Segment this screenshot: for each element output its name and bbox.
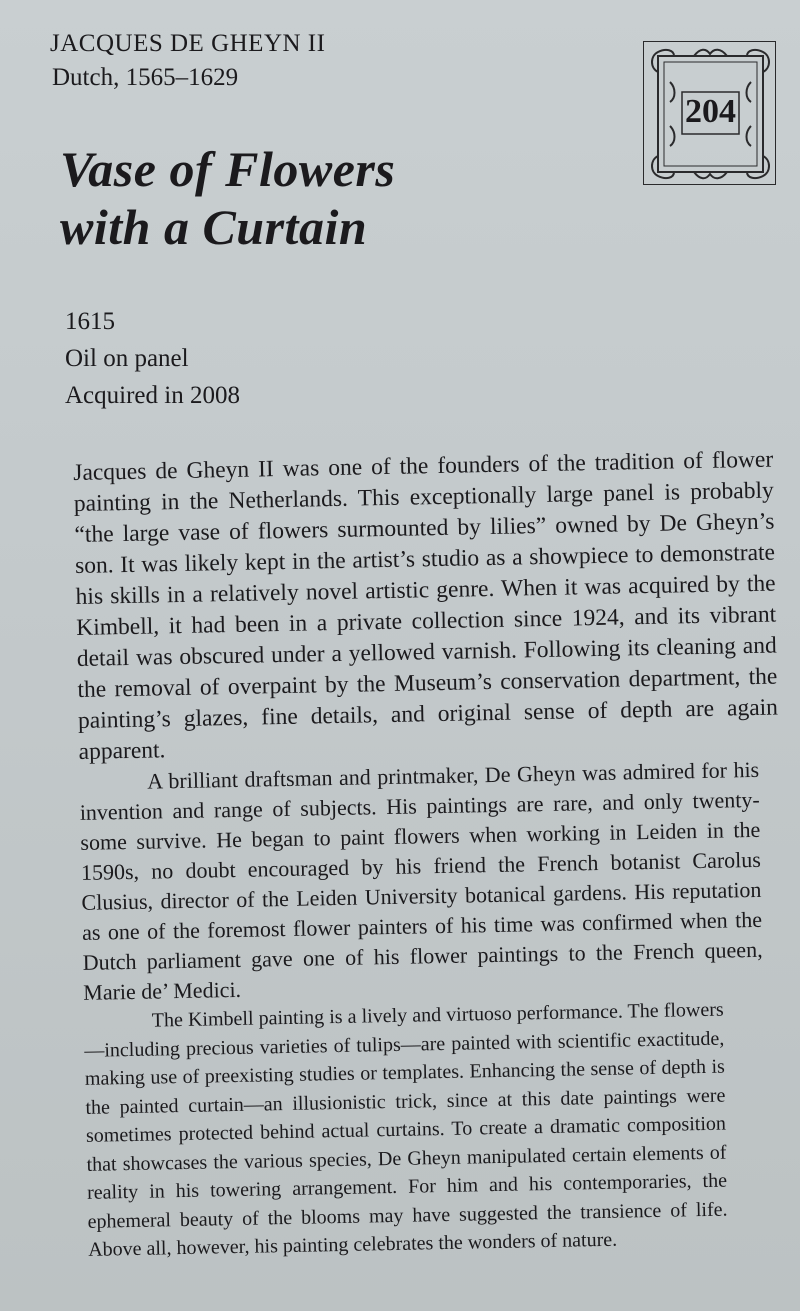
- artwork-title-line-1: Vase of Flowers: [60, 141, 396, 197]
- artwork-title-line-2: with a Curtain: [60, 199, 368, 255]
- description-text: [73, 445, 788, 1265]
- description-paragraph-2: A brilliant draftsman and printmaker, De Gheyn was admired for his invention and range of subjects. His paintings are rare, and only twenty-some survive. He began to paint flowers when working in Leiden in the 1590s, no doubt encouraged by his friend the French botanist Carolus Clusius, director of the Leiden University botanical gardens. His reputation as one of the foremost flower painters of his time was confirmed when the Dutch parliament gave one of his flower paintings to the French queen, Marie de’ Medici.: [79, 756, 763, 1005]
- gallery-number: 204: [685, 93, 736, 130]
- artist-nationality-dates: Dutch, 1565–1629: [52, 64, 239, 91]
- description-paragraph-3: The Kimbell painting is a lively and virtuoso performance. The flowers—including precious varieties of tulips—are painted with scientific exactitude, making use of preexisting studies or templates. Enhancing the sense of depth is the painted curtain—an illusionistic trick, since at this date paintings were sometimes protected behind actual curtains. To create a dramatic composition that showcases the various species, De Gheyn manipulated certain elements of reality in his towering arrangement. For him and his contemporaries, the ephemeral beauty of the blooms may have suggested the transience of life. Above all, however, his painting celebrates the wonders of nature.: [84, 998, 728, 1261]
- gallery-number-plaque: [643, 41, 776, 185]
- artwork-date: 1615: [65, 308, 115, 335]
- artwork-acquisition: Acquired in 2008: [65, 382, 240, 409]
- artwork-details: [65, 303, 240, 414]
- description-paragraph-1: Jacques de Gheyn II was one of the founders of the tradition of flower painting in the Netherlands. This exceptionally large panel is probably “the large vase of flowers surmounted by lilies” owned by De Gheyn’s son. It was likely kept in the artist’s studio as a showpiece to demonstrate his skills in a relatively novel artistic genre. When it was acquired by the Kimbell, it had been in a private collection since 1924, and its vibrant detail was obscured under a yellowed varnish. Following its cleaning and the removal of overpaint by the Museum’s conservation department, the painting’s glazes, fine details, and original sense of depth are again apparent.: [73, 446, 779, 765]
- artwork-medium: Oil on panel: [65, 345, 189, 372]
- artwork-title: [60, 140, 395, 256]
- artist-name: JACQUES DE GHEYN II: [50, 30, 326, 57]
